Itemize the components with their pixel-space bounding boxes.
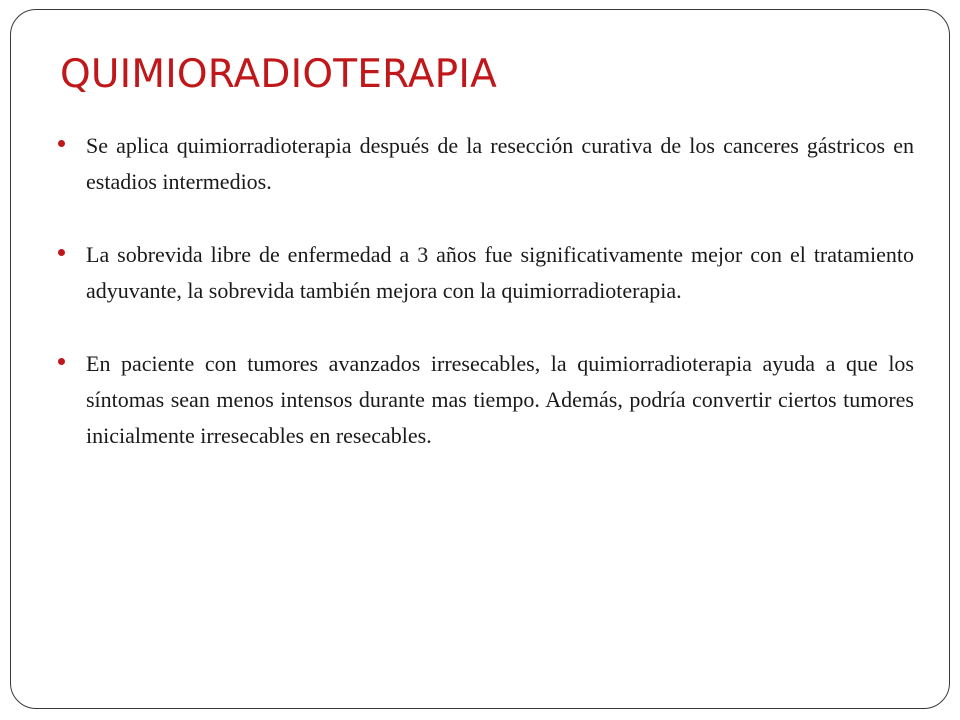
bullet-item-3 <box>56 346 914 454</box>
slide-title: QUIMIORADIOTERAPIA <box>60 52 497 97</box>
bullet-text: Se aplica quimiorradioterapia después de la resección curativa de los canceres gástricos en estadios intermedios. <box>86 133 914 194</box>
bullet-list <box>56 128 914 491</box>
bullet-dot-icon <box>58 249 65 256</box>
bullet-item-1 <box>56 128 914 200</box>
bullet-dot-icon <box>58 358 65 365</box>
bullet-item-2 <box>56 237 914 309</box>
bullet-text: La sobrevida libre de enfermedad a 3 años fue significativamente mejor con el tratamiento adyuvante, la sobrevida también mejora con la quimiorradioterapia. <box>86 242 914 303</box>
bullet-dot-icon <box>58 140 65 147</box>
bullet-text: En paciente con tumores avanzados irresecables, la quimiorradioterapia ayuda a que los síntomas sean menos intensos durante mas tiempo. Además, podría convertir ciertos tumores inicialmente irresecables en resecables. <box>86 351 914 448</box>
